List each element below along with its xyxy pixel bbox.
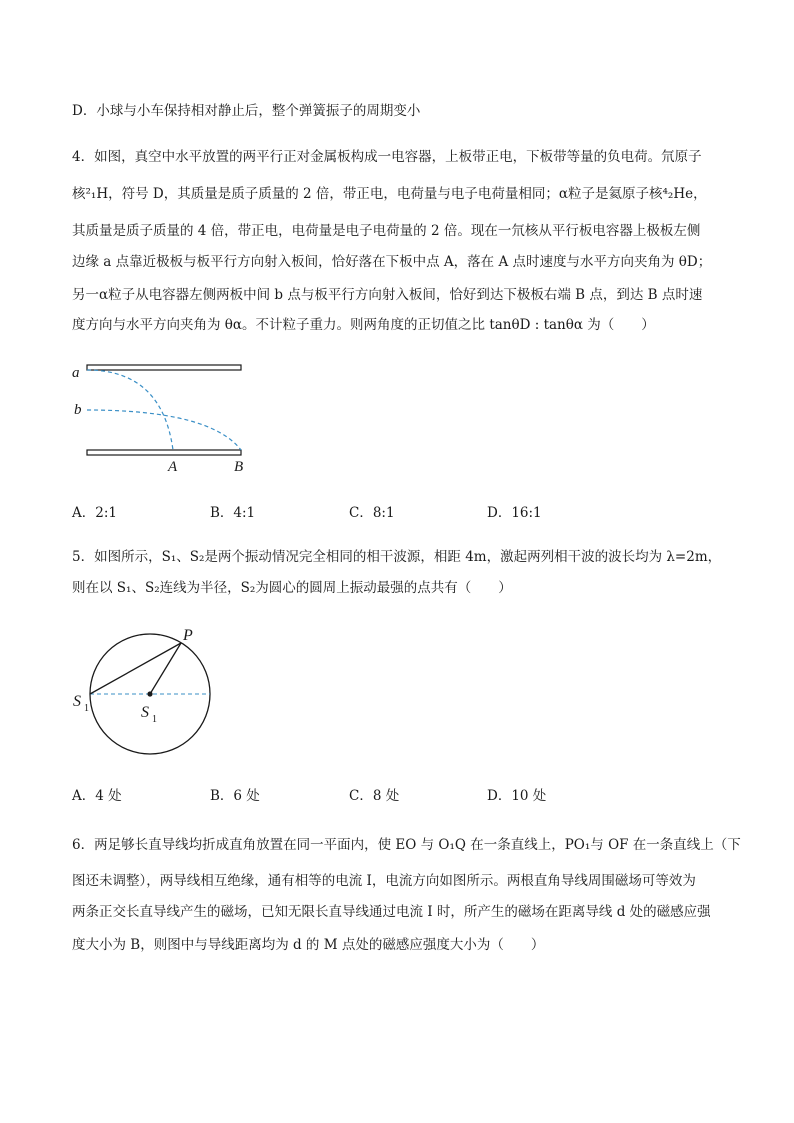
upper-plate xyxy=(87,365,241,370)
q5-line-1: 5．如图所示，S₁、S₂是两个振动情况完全相同的相干波源，相距 4m，激起两列相干波的波长均为 λ=2m， xyxy=(72,549,722,565)
q4-line-1: 4．如图，真空中水平放置的两平行正对金属板构成一电容器，上板带正电，下板带等量的负电荷。氘原子 xyxy=(72,149,702,165)
q5-option-d[interactable]: D．10 处 xyxy=(487,788,547,804)
q4-option-b[interactable]: B．4:1 xyxy=(210,505,256,521)
q5-option-b[interactable]: B．6 处 xyxy=(210,788,260,804)
q4-line-4: 边缘 a 点靠近极板与板平行方向射入板间，恰好落在下板中点 A，落在 A 点时速度与水平方向夹角为 θD； xyxy=(72,254,712,270)
q6-line-4: 度大小为 B，则图中与导线距离均为 d 的 M 点处的磁感应强度大小为（ ） xyxy=(72,937,545,953)
q4-line-5: 另一α粒子从电容器左侧两板中间 b 点与板平行方向射入板间，恰好到达下极板右端 B 点，到达 B 点时速 xyxy=(72,287,703,303)
q5-option-a[interactable]: A．4 处 xyxy=(72,788,122,804)
label-S-left-sub: 1 xyxy=(84,703,89,714)
q4-line-3: 其质量是质子质量的 4 倍，带正电，电荷量是电子电荷量的 2 倍。现在一氘核从平行板电容器上极板左侧 xyxy=(72,223,701,239)
q6-line-3: 两条正交长直导线产生的磁场，已知无限长直导线通过电流 I 时，所产生的磁场在距离导线 d 处的磁感应强 xyxy=(72,904,711,920)
q5-option-c[interactable]: C．8 处 xyxy=(349,788,400,804)
q4-line-2: 核²₁H，符号 D，其质量是质子质量的 2 倍，带正电，电荷量与电子电荷量相同；α粒子是氦原子核⁴₂He， xyxy=(72,186,707,202)
label-S-left: S xyxy=(73,693,81,710)
q6-line-1: 6．两足够长直导线均折成直角放置在同一平面内，使 EO 与 O₁Q 在一条直线上，PO₁与 OF 在一条直线上（下 xyxy=(72,837,741,853)
label-a: a xyxy=(72,365,80,381)
label-A: A xyxy=(168,459,178,475)
q4-option-c[interactable]: C．8:1 xyxy=(349,505,395,521)
center-point xyxy=(147,691,152,696)
q3-option-d: D．小球与小车保持相对静止后，整个弹簧振子的周期变小 xyxy=(72,103,421,119)
label-S-center: S xyxy=(141,704,149,721)
q4-line-6: 度方向与水平方向夹角为 θα。不计粒子重力。则两角度的正切值之比 tanθD : tanθα 为（ ） xyxy=(72,317,655,333)
trajectory-b-to-B xyxy=(87,410,241,450)
q5-circle-figure xyxy=(60,620,230,755)
label-b: b xyxy=(74,402,82,418)
label-B: B xyxy=(234,459,244,475)
label-S-center-sub: 1 xyxy=(152,714,157,725)
q4-option-a[interactable]: A．2:1 xyxy=(72,505,117,521)
q6-line-2: 图还未调整），两导线相互绝缘，通有相等的电流 I，电流方向如图所示。两根直角导线周围磁场可等效为 xyxy=(72,873,696,889)
lower-plate xyxy=(87,450,241,455)
q5-line-2: 则在以 S₁、S₂连线为半径，S₂为圆心的圆周上振动最强的点共有（ ） xyxy=(72,580,512,596)
label-P: P xyxy=(183,627,193,644)
q4-capacitor-figure xyxy=(60,355,270,480)
segment-center-to-P xyxy=(150,643,181,694)
trajectory-a-to-A xyxy=(87,370,173,450)
segment-S-left-to-P xyxy=(90,643,181,694)
q4-option-d[interactable]: D．16:1 xyxy=(487,505,542,521)
